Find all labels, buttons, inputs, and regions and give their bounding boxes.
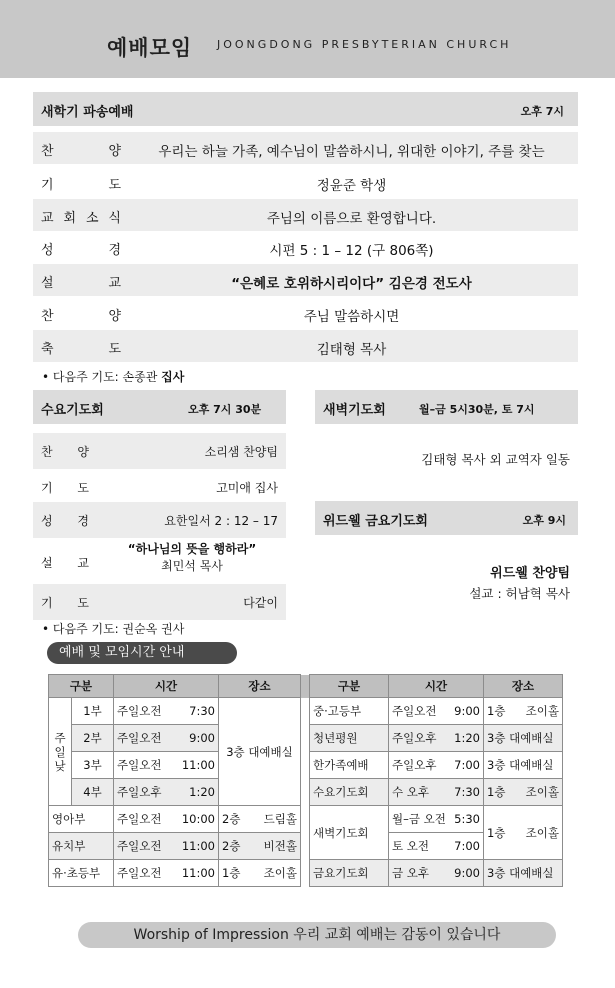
order-value: 우리는 하늘 가족, 예수님이 말씀하시니, 위대한 이야기, 주를 찾는 xyxy=(158,144,545,160)
order-key: 교 xyxy=(108,276,121,291)
order-key: 소 xyxy=(85,211,99,226)
wednesday-service-bar xyxy=(33,390,286,424)
order-row xyxy=(33,199,578,231)
widwell-prayer-title: 위드웰 금요기도회 xyxy=(323,514,428,529)
dawn-prayer-time: 월–금 5시30분, 토 7시 xyxy=(419,403,535,416)
dawn-prayer-leader: 김태형 목사 외 교역자 일동 xyxy=(421,452,570,467)
order-key: 식 xyxy=(108,211,121,226)
order-key: 경 xyxy=(108,243,121,258)
widwell-team: 위드웰 찬양팀 xyxy=(490,566,570,581)
order-key: 설 xyxy=(41,276,54,291)
order-row xyxy=(33,264,578,296)
order-key: 양 xyxy=(108,144,121,159)
order-key: 찬 xyxy=(41,144,54,159)
sermon-title: “은혜로 호위하시리이다” 김은경 전도사 xyxy=(231,276,472,292)
table-row: 유·초등부 주일오전 11:00 1층 조이홀 금요기도회 금 오후 9:00 3층 대예배실 xyxy=(49,860,563,887)
order-key: 교 xyxy=(41,211,54,226)
order-key: 양 xyxy=(108,309,121,324)
schedule-heading: 예배 및 모임시간 안내 xyxy=(47,642,237,664)
wednesday-sermon-title: “하나님의 뜻을 행하라” xyxy=(127,542,257,556)
next-week-prayer: • 다음주 기도: 손종관 집사 xyxy=(42,370,185,384)
bullet-icon: • xyxy=(42,622,50,636)
order-key: 성 xyxy=(41,243,54,258)
order-value: 주님의 이름으로 환영합니다. xyxy=(266,211,437,227)
order-value: 시편 5 : 1 – 12 (구 806쪽) xyxy=(269,243,434,259)
order-key: 찬 xyxy=(41,309,54,324)
wednesday-service-time: 오후 7시 30분 xyxy=(188,403,262,416)
order-value: 주님 말씀하시면 xyxy=(303,309,400,325)
order-key: 도 xyxy=(108,178,121,193)
wednesday-order-row: 기 도 고미애 집사 xyxy=(41,481,278,495)
table-row: 영아부 주일오전 10:00 2층 드림홀 새벽기도회 월–금 오전 5:30 1층 조이홀 xyxy=(49,806,563,833)
table-row: 4부 주일오후 1:20 수요기도회 수 오후 7:30 1층 조이홀 xyxy=(49,779,563,806)
table-header: 구분 시간 장소 구분 시간 장소 xyxy=(49,675,563,698)
wednesday-order-row: 성 경 요한일서 2 : 12 – 17 xyxy=(33,502,286,538)
wednesday-service-title: 수요기도회 xyxy=(41,403,104,418)
wednesday-order-row: 설 교 “하나님의 뜻을 행하라” 최민석 목사 xyxy=(33,538,286,584)
wednesday-order-row: 찬 양 소리샘 찬양팀 xyxy=(33,433,286,469)
order-key: 기 xyxy=(41,178,54,193)
page-title: 예배모임 xyxy=(107,36,193,60)
widwell-sermon: 설교 : 허남혁 목사 xyxy=(469,586,570,601)
order-row xyxy=(33,330,578,362)
sending-service-bar xyxy=(33,92,578,126)
church-name: JOONGDONG PRESBYTERIAN CHURCH xyxy=(217,38,512,51)
order-row xyxy=(33,132,578,164)
order-row xyxy=(33,231,578,263)
table-row: 2부 주일오전 9:00 청년평원 주일오후 1:20 3층 대예배실 xyxy=(49,725,563,752)
sunday-label: 주 일 낮 xyxy=(49,698,72,806)
next-week-prayer-wednesday: • 다음주 기도: 권순옥 권사 xyxy=(42,622,185,636)
widwell-prayer-time: 오후 9시 xyxy=(522,514,566,527)
wednesday-order-row: 기 도 다같이 xyxy=(33,584,286,620)
page-header xyxy=(0,0,615,78)
sending-service-time: 오후 7시 xyxy=(520,105,564,118)
table-row: 3부 주일오전 11:00 한가족예배 주일오후 7:00 3층 대예배실 xyxy=(49,752,563,779)
bullet-icon: • xyxy=(42,370,50,384)
footer-banner: Worship of Impression 우리 교회 예배는 감동이 있습니다 xyxy=(78,922,556,948)
dawn-prayer-bar xyxy=(315,390,578,424)
order-row xyxy=(33,297,578,329)
order-row xyxy=(33,166,578,198)
widwell-prayer-bar xyxy=(315,501,578,535)
order-key: 도 xyxy=(108,342,121,357)
dawn-prayer-title: 새벽기도회 xyxy=(323,403,386,418)
order-value: 김태형 목사 xyxy=(316,342,387,358)
sending-service-title: 새학기 파송예배 xyxy=(41,105,134,120)
order-value: 정윤준 학생 xyxy=(316,178,387,194)
table-row: 주 일 낮 1부 주일오전 7:30 3층 대예배실 중·고등부 주일오전 9:00 1층 조이홀 xyxy=(49,698,563,725)
schedule-table xyxy=(48,674,563,887)
order-key: 축 xyxy=(41,342,54,357)
table-row: 유치부 주일오전 11:00 2층 비전홀 토 오전 7:00 xyxy=(49,833,563,860)
order-key: 회 xyxy=(63,211,77,226)
